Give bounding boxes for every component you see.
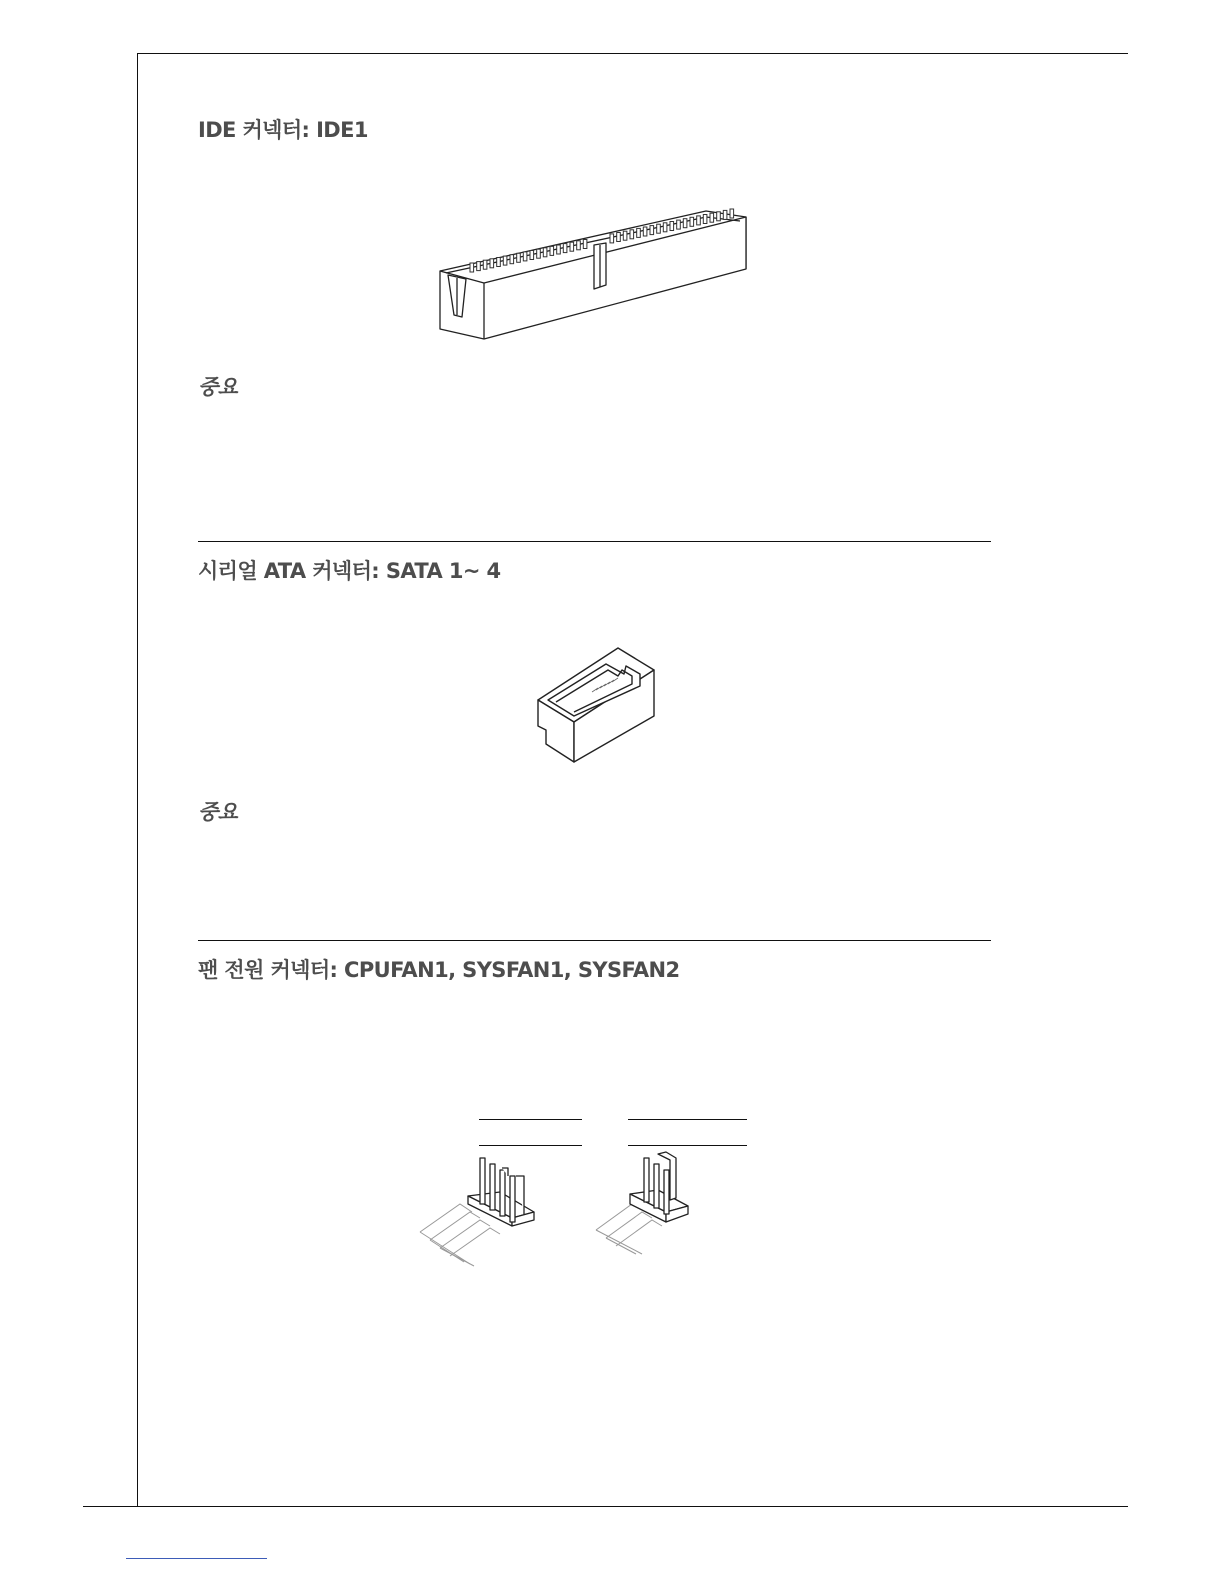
sata-connector-icon: [534, 644, 658, 766]
sysfan-3pin-connector-icon: [592, 1150, 692, 1260]
cpufan-label-line-1: [479, 1119, 582, 1120]
footer-link-underline[interactable]: [126, 1558, 267, 1559]
section-divider-1: [198, 541, 991, 542]
top-rule: [137, 53, 1128, 54]
ide-heading: IDE 커넥터: IDE1: [198, 118, 368, 142]
fan-heading: 팬 전원 커넥터: CPUFAN1, SYSFAN1, SYSFAN2: [198, 958, 680, 982]
sata-heading: 시리얼 ATA 커넥터: SATA 1~ 4: [198, 559, 501, 583]
cpufan-4pin-connector-icon: [416, 1154, 540, 1268]
cpufan-label-line-2: [479, 1145, 582, 1146]
sysfan-label-line-1: [628, 1119, 747, 1120]
sysfan-label-line-2: [628, 1145, 747, 1146]
ide-connector-icon: [436, 203, 752, 343]
bottom-rule: [83, 1506, 1128, 1507]
section-divider-2: [198, 940, 991, 941]
ide-note-label: 중요: [198, 375, 238, 399]
sata-note-label: 중요: [198, 800, 238, 824]
left-margin-rule: [137, 53, 138, 1507]
